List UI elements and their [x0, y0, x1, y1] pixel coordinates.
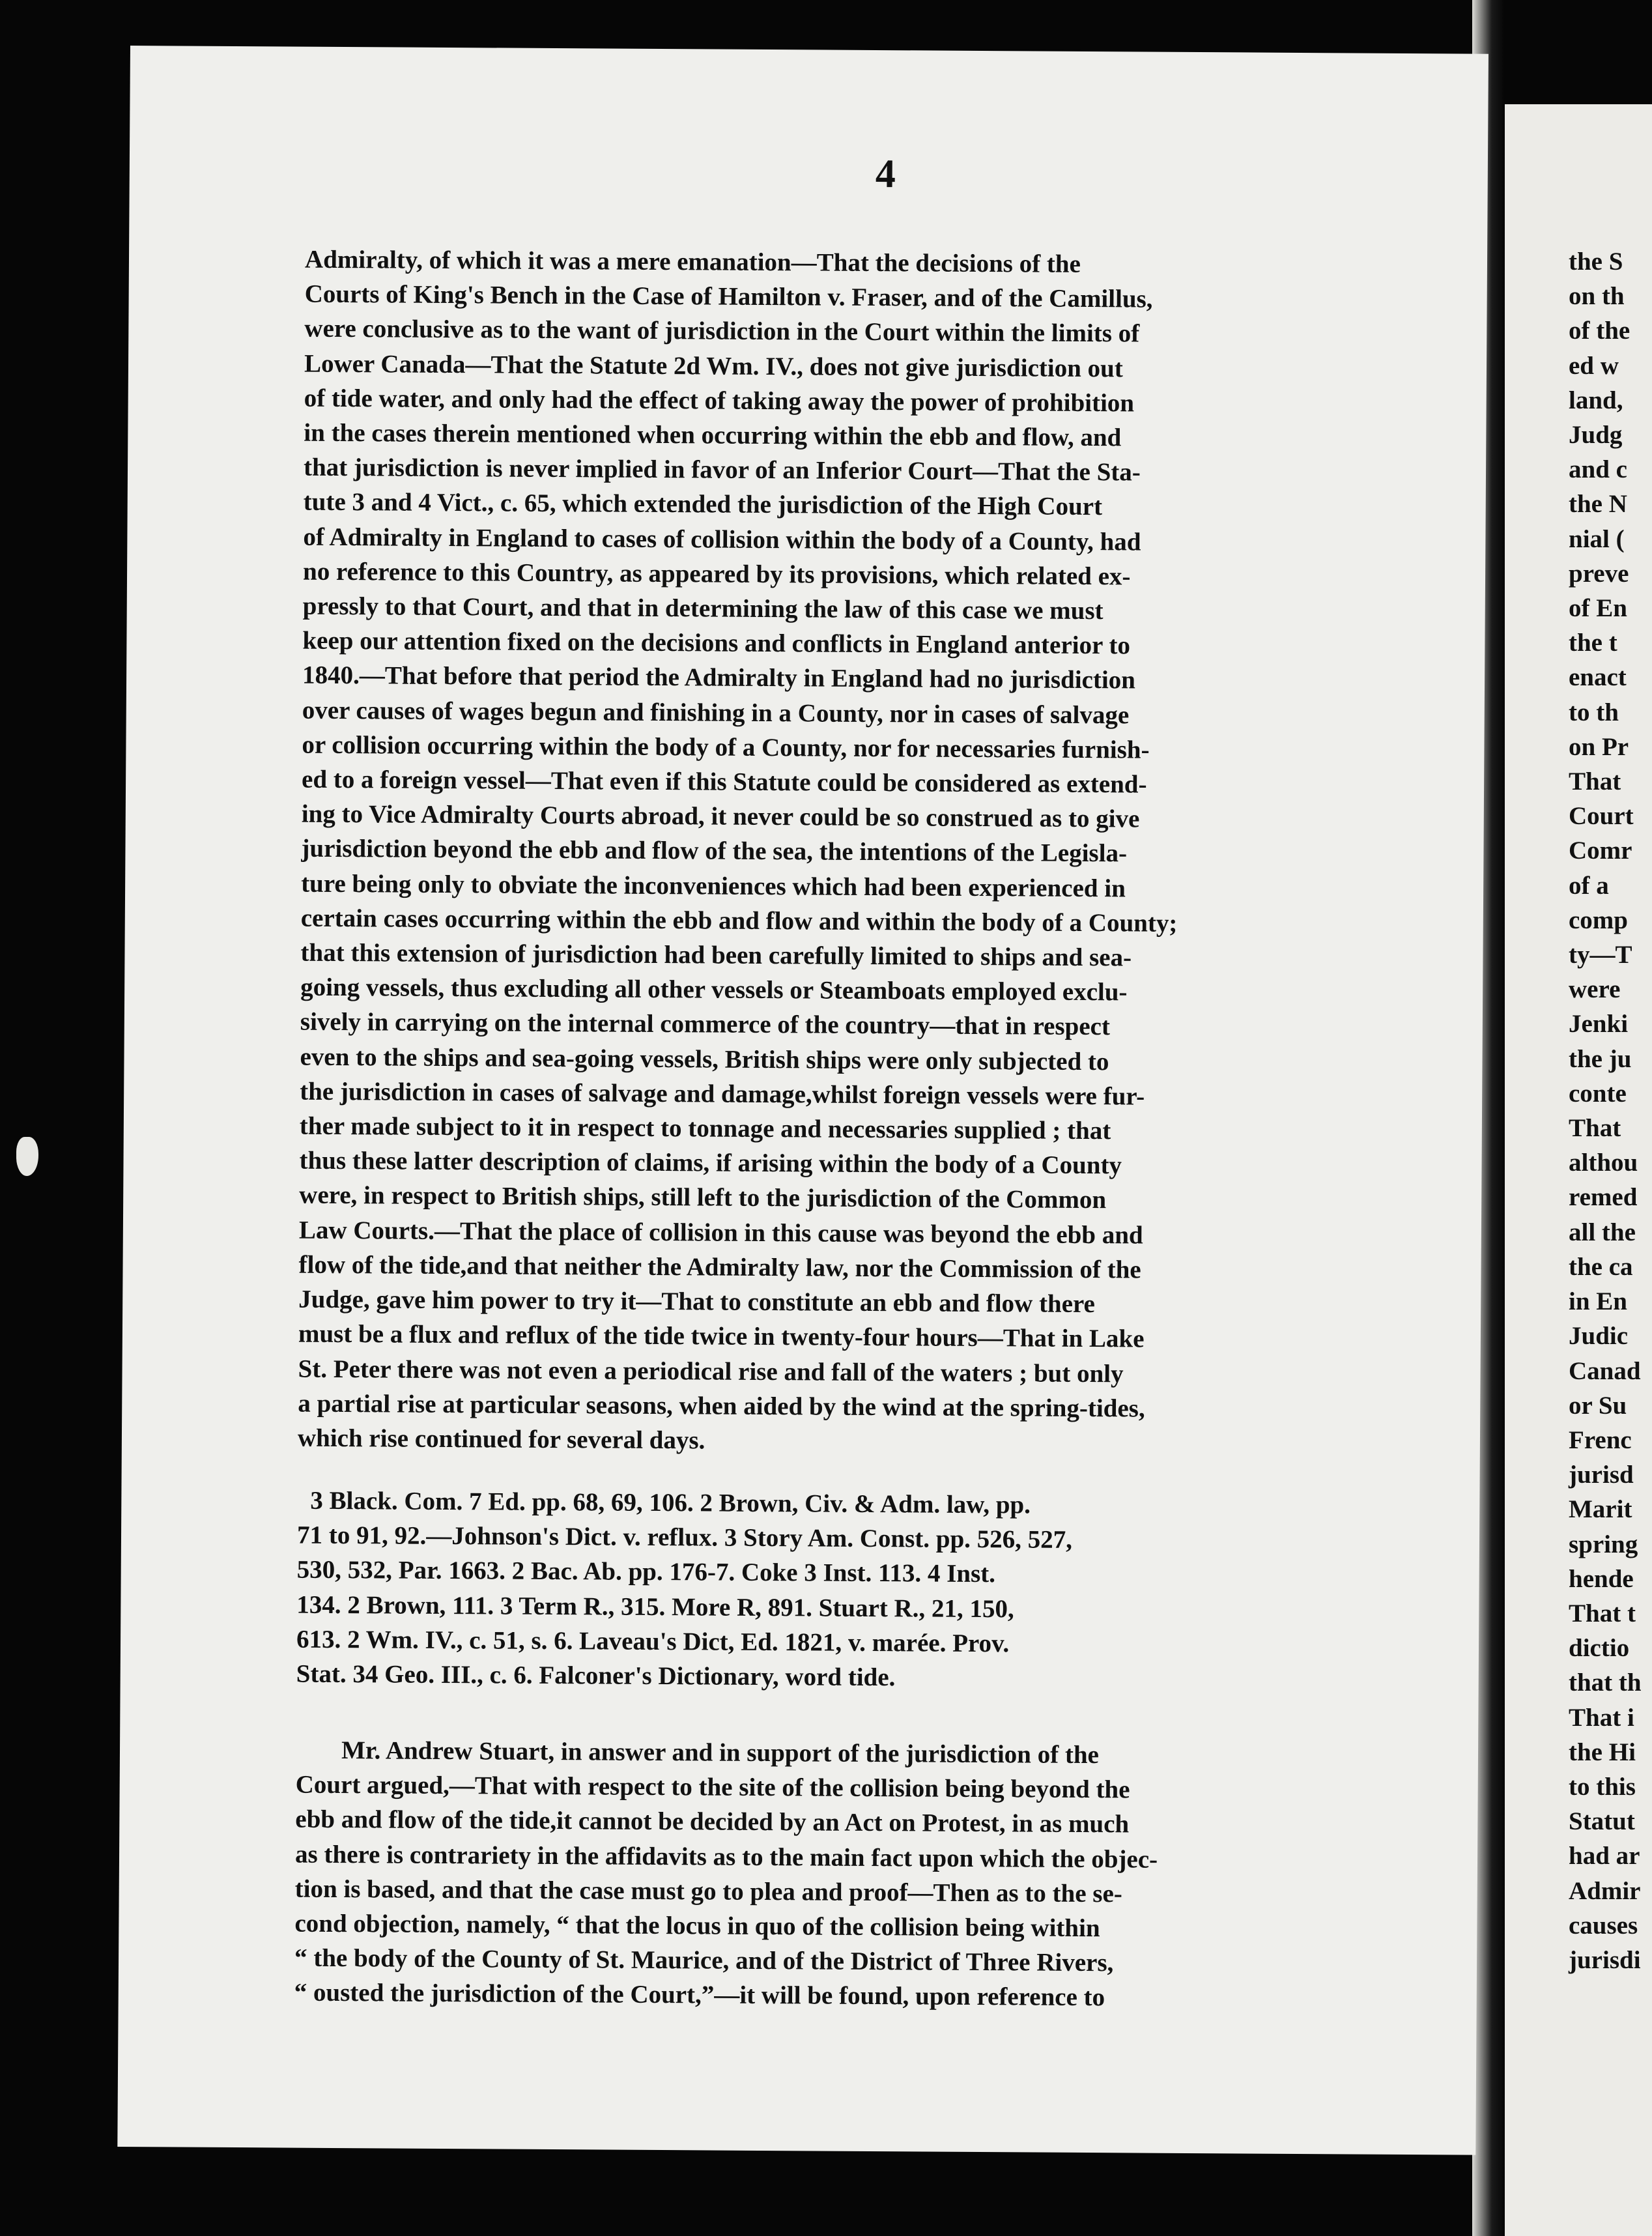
citation-line: 134. 2 Brown, 111. 3 Term R., 315. More R, 891. Stuart R., 21, 150, [296, 1590, 1014, 1623]
citation-line: 71 to 91, 92.—Johnson's Dict. v. reflux. 3 Story Am. Const. pp. 526, 527, [296, 1521, 1073, 1555]
facing-page-line: That [1569, 767, 1621, 796]
facing-page-line: enact [1569, 663, 1627, 692]
facing-page-line: Jenki [1569, 1010, 1629, 1039]
facing-page-line: Statut [1569, 1807, 1635, 1836]
facing-page-line: or Su [1569, 1391, 1627, 1420]
facing-page-line: the ca [1569, 1252, 1633, 1281]
answer-line: as there is contrariety in the affidavits as to the main fact upon which the objec- [294, 1840, 1158, 1874]
facing-page-line: had ar [1569, 1842, 1640, 1870]
facing-page-line: all the [1569, 1218, 1636, 1246]
argument-line: jurisdiction beyond the ebb and flow of the sea, the intentions of the Legisla- [301, 835, 1128, 868]
facing-page-line: preve [1569, 559, 1629, 588]
facing-page-line: the S [1569, 248, 1623, 276]
argument-line: that this extension of jurisdiction had been carefully limited to ships and sea- [300, 938, 1132, 972]
facing-page-text [1569, 244, 1642, 1977]
facing-page-line: That t [1569, 1599, 1636, 1627]
facing-page-line: land, [1569, 386, 1623, 414]
argument-line: Judge, gave him power to try it—That to constitute an ebb and flow there [298, 1285, 1096, 1319]
facing-page-line: Court [1569, 802, 1634, 831]
citation-line: 3 Black. Com. 7 Ed. pp. 68, 69, 106. 2 Brown, Civ. & Adm. law, pp. [310, 1486, 1031, 1519]
facing-page-line: ed w [1569, 351, 1619, 380]
facing-page-line: of En [1569, 594, 1627, 623]
facing-page-line: Frenc [1569, 1426, 1632, 1454]
facing-page-line: in En [1569, 1287, 1627, 1316]
argument-line: or collision occurring within the body of a County, nor for necessaries furnish- [302, 730, 1150, 764]
facing-page-line: althou [1569, 1149, 1638, 1177]
answer-paragraph [294, 1733, 1397, 2017]
facing-page-line: of the [1569, 317, 1631, 345]
argument-line: keep our attention fixed on the decisions and conflicts in England anterior to [302, 626, 1131, 660]
argument-line: the jurisdiction in cases of salvage and damage,whilst foreign vessels were fur- [300, 1077, 1145, 1111]
argument-line: of Admiralty in England to cases of collision within the body of a County, had [303, 523, 1141, 556]
facing-page-line: Comr [1569, 837, 1632, 865]
argument-line: sively in carrying on the internal commerce of the country—that in respect [300, 1008, 1111, 1041]
argument-line: certain cases occurring within the ebb and flow and within the body of a County; [300, 904, 1178, 938]
facing-page-line: on Pr [1569, 732, 1629, 761]
argument-paragraph [298, 242, 1406, 1462]
argument-line: thus these latter description of claims, if arising within the body of a County [299, 1146, 1122, 1180]
facing-page-line: Judg [1569, 421, 1623, 450]
facing-page-line: Admir [1569, 1876, 1641, 1905]
facing-page-line: conte [1569, 1079, 1627, 1108]
facing-page-line: Canad [1569, 1356, 1641, 1385]
argument-line: St. Peter there was not even a periodical rise and fall of the waters ; but only [298, 1354, 1124, 1388]
argument-line: Courts of King's Bench in the Case of Hamilton v. Fraser, and of the Camillus, [304, 280, 1153, 313]
argument-line: that jurisdiction is never implied in favor of an Inferior Court—That the Sta- [303, 453, 1141, 487]
argument-line: must be a flux and reflux of the tide twice in twenty-four hours—That in Lake [298, 1319, 1145, 1353]
facing-page-line: the Hi [1569, 1738, 1636, 1766]
facing-page-line: of a [1569, 871, 1609, 900]
citations-paragraph [296, 1484, 1399, 1698]
argument-line: even to the ships and sea-going vessels, British ships were only subjected to [300, 1042, 1109, 1076]
argument-line: going vessels, thus excluding all other vessels or Steamboats employed exclu- [300, 973, 1128, 1007]
facing-page-line: remed [1569, 1183, 1638, 1212]
argument-line: Admiralty, of which it was a mere emanation—That the decisions of the [304, 245, 1081, 278]
argument-line: no reference to this Country, as appeared by its provisions, which related ex- [302, 557, 1131, 591]
argument-line: flow of the tide,and that neither the Admiralty law, nor the Commission of the [298, 1250, 1141, 1284]
argument-line: which rise continued for several days. [297, 1424, 705, 1455]
facing-page-line: Judic [1569, 1322, 1629, 1351]
argument-line: in the cases therein mentioned when occurring within the ebb and flow, and [304, 418, 1122, 452]
facing-page-line: and c [1569, 455, 1627, 484]
facing-page-line: the ju [1569, 1044, 1632, 1073]
facing-page-line: causes [1569, 1911, 1638, 1940]
answer-line: “ ousted the jurisdiction of the Court,”—it will be found, upon reference to [294, 1979, 1105, 2012]
facing-page-line: nial ( [1569, 524, 1625, 553]
facing-page-line: to th [1569, 698, 1619, 726]
citation-line: 530, 532, Par. 1663. 2 Bac. Ab. pp. 176-7. Coke 3 Inst. 113. 4 Inst. [296, 1556, 996, 1588]
argument-line: over causes of wages begun and finishing in a County, nor in cases of salvage [302, 696, 1130, 730]
argument-line: Lower Canada—That the Statute 2d Wm. IV., does not give jurisdiction out [304, 349, 1123, 382]
citation-line: 613. 2 Wm. IV., c. 51, s. 6. Laveau's Dict, Ed. 1821, v. marée. Prov. [296, 1625, 1010, 1658]
facing-page-line: That i [1569, 1703, 1634, 1732]
page-number: 4 [875, 151, 896, 197]
answer-line: tion is based, and that the case must go to plea and proof—Then as to the se- [294, 1874, 1122, 1908]
argument-line: were, in respect to British ships, still left to the jurisdiction of the Common [299, 1181, 1107, 1214]
facing-page-line: dictio [1569, 1634, 1630, 1663]
answer-line: cond objection, namely, “ that the locus in quo of the collision being within [294, 1909, 1100, 1943]
facing-page-line: spring [1569, 1530, 1638, 1558]
facing-page-line: on th [1569, 282, 1625, 311]
facing-page-line: That [1569, 1114, 1621, 1143]
facing-page-line: comp [1569, 906, 1628, 934]
argument-line: ing to Vice Admiralty Courts abroad, it never could be so construed as to give [301, 799, 1140, 833]
facing-page-line: Marit [1569, 1495, 1632, 1524]
answer-line: “ the body of the County of St. Maurice, and of the District of Three Rivers, [294, 1943, 1114, 1977]
argument-line: tute 3 and 4 Vict., c. 65, which extended the jurisdiction of the High Court [303, 488, 1103, 521]
answer-line: Court argued,—That with respect to the site of the collision being beyond the [295, 1770, 1130, 1804]
argument-line: were conclusive as to the want of jurisdiction in the Court within the limits of [304, 315, 1140, 348]
answer-line: Mr. Andrew Stuart, in answer and in support of the jurisdiction of the [341, 1736, 1100, 1770]
facing-page-line: the t [1569, 629, 1617, 657]
answer-line: ebb and flow of the tide,it cannot be decided by an Act on Protest, in as much [295, 1805, 1130, 1839]
facing-page-line: jurisd [1569, 1461, 1634, 1489]
facing-page-line: the N [1569, 490, 1627, 519]
facing-page-line: were [1569, 975, 1621, 1004]
facing-page-line: that th [1569, 1669, 1642, 1697]
document-page [117, 46, 1488, 2155]
argument-line: pressly to that Court, and that in determining the law of this case we must [302, 592, 1104, 625]
argument-line: a partial rise at particular seasons, when aided by the wind at the spring-tides, [298, 1389, 1145, 1423]
citation-line: Stat. 34 Geo. III., c. 6. Falconer's Dictionary, word tide. [296, 1659, 896, 1692]
argument-line: 1840.—That before that period the Admiralty in England had no jurisdiction [302, 661, 1136, 695]
argument-line: ed to a foreign vessel—That even if this Statute could be considered as extend- [301, 765, 1147, 799]
facing-page-line: jurisdi [1569, 1945, 1641, 1974]
argument-line: ture being only to obviate the inconveniences which had been experienced in [301, 869, 1126, 903]
facing-page-line: hende [1569, 1564, 1634, 1593]
argument-line: ther made subject to it in respect to tonnage and necessaries supplied ; that [299, 1111, 1111, 1145]
argument-line: Law Courts.—That the place of collision in this cause was beyond the ebb and [298, 1216, 1143, 1250]
facing-page-line: to this [1569, 1772, 1636, 1801]
facing-page-line: ty—T [1569, 941, 1632, 969]
argument-line: of tide water, and only had the effect of taking away the power of prohibition [304, 384, 1135, 418]
margin-mark [16, 1137, 38, 1176]
